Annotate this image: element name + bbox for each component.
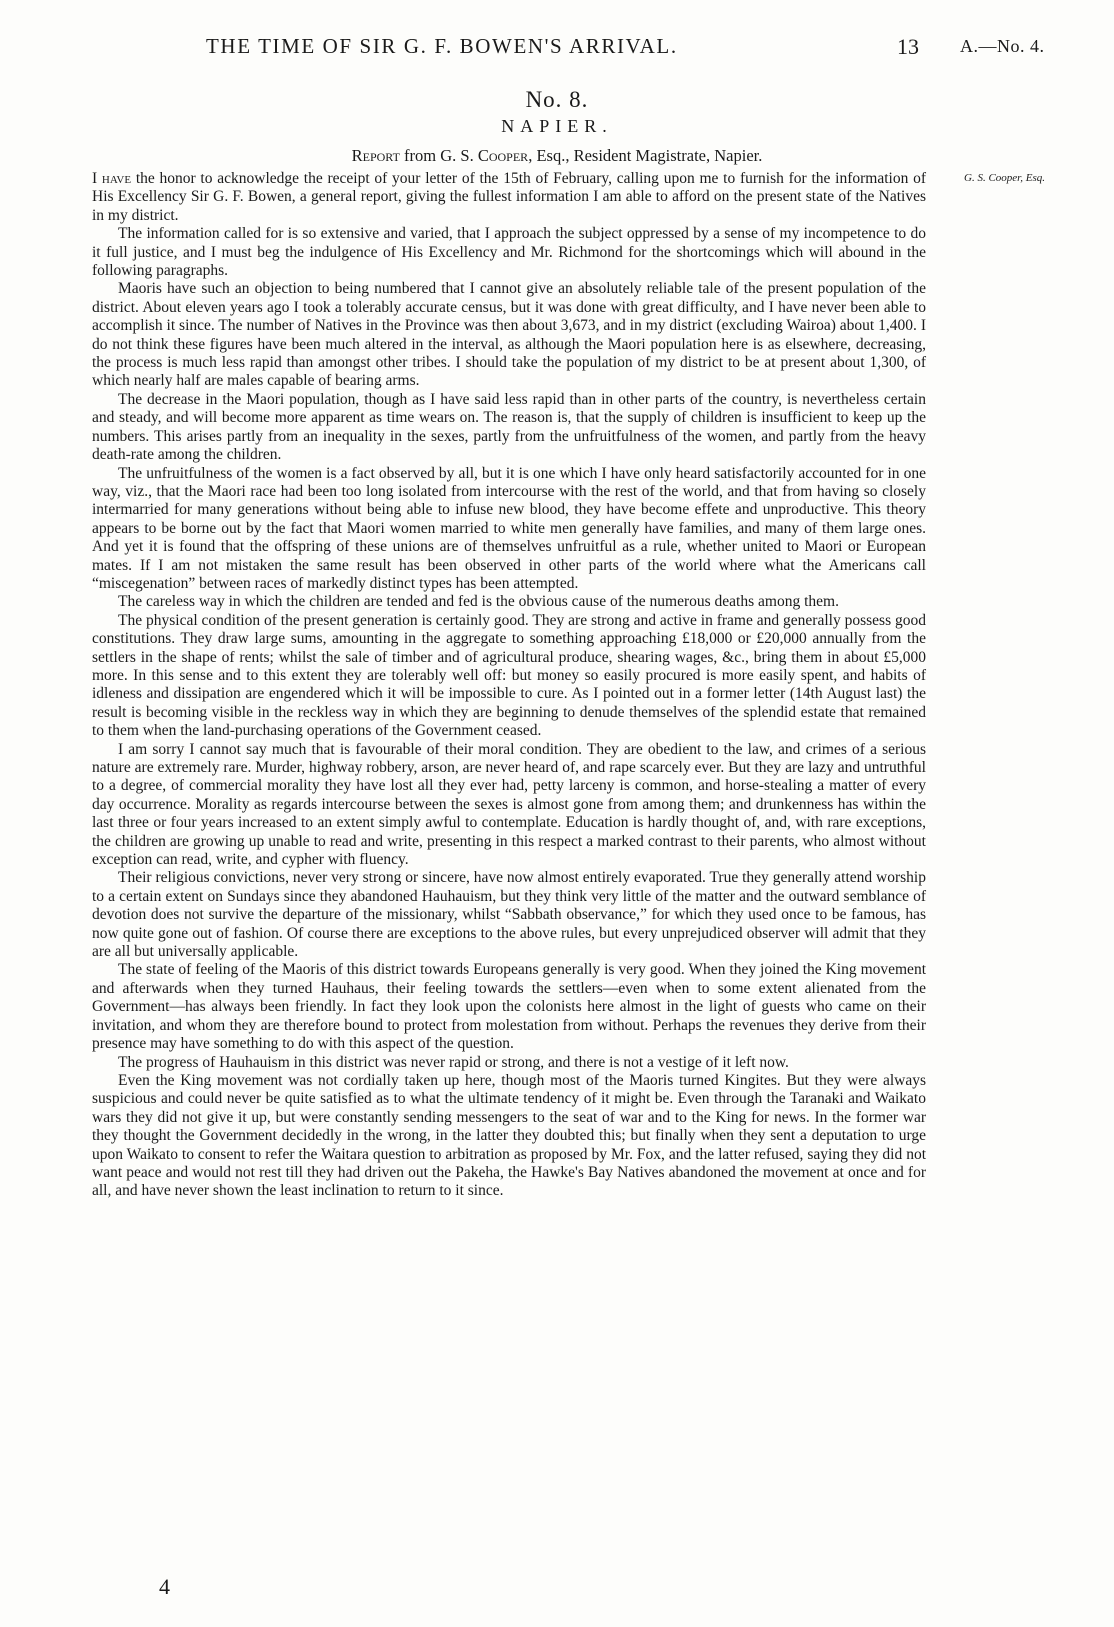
paragraph-11: The progress of Hauhauism in this district was never rapid or strong, and there is not a vestige of it left now. (118, 1053, 789, 1071)
document-number: No. 8. (525, 87, 589, 112)
paragraph-4: The decrease in the Maori population, though as I have said less rapid than in other parts of the country, is nevertheless certain and steady, and will become more apparent as time wears on. The reason is, that the supply of children is insufficient to keep up the numbers. This arises partly from an inequality in the sexes, partly from the unfruitfulness of the women, and partly from the heavy death-rate among the children. (92, 390, 926, 464)
report-suffix: , Esq., Resident Magistrate, Napier. (528, 146, 763, 165)
paragraph-3: Maoris have such an objection to being numbered that I cannot give an absolutely reliable tale of the present population of the district. About eleven years ago I took a tolerably accurate census, but it was done with great difficulty, and I have never been able to accomplish it since. The number of Natives in the Province was then about 3,673, and in my district (excluding Wairoa) about 1,400. I do not think these figures have been much altered in the interval, as although the Maori population here is as elsewhere, decreasing, the process is much less rapid than amongst other tribes. I should take the population of my district to be at present about 1,300, of which nearly half are males capable of bearing arms. (92, 280, 926, 390)
paragraph-7: The physical condition of the present generation is certainly good. They are strong and active in frame and generally possess good constitutions. They draw large sums, amounting in the aggregate to something approaching £18,000 or £20,000 annually from the settlers in the shape of rents; whilst the sale of timber and of agricultural produce, shearing wages, &c., bring them in about £5,000 more. In this sense and to this extent they are tolerably well off: but money so easily procured is more easily spent, and habits of idleness and dissipation are engendered which it will be impossible to cure. As I pointed out in a former letter (14th August last) the result is becoming visible in the reckless way in which they are beginning to denude themselves of the splendid estate that remained to them when the land-purchasing operations of the Government ceased. (92, 611, 926, 740)
document-reference: A.—No. 4. (960, 36, 1045, 56)
report-body (92, 170, 926, 1201)
paragraph-8: I am sorry I cannot say much that is favourable of their moral condition. They are obedient to the law, and crimes of a serious nature are extremely rare. Murder, highway robbery, arson, are never heard of, and rape scarcely ever. But they are lazy and untruthful to a degree, of commercial morality they have lost all they ever had, petty larceny is common, and horse-stealing a matter of every day occurrence. Morality as regards intercourse between the sexes is almost gone from among them; and drunkenness has within the last three or four years increased to an extent simply awful to contemplate. Education is hardly thought of, and, with rare exceptions, the children are growing up unable to read and write, presenting in this respect a marked contrast to their parents, who almost without exception can read, write, and cypher with fluency. (92, 740, 926, 869)
signature-mark: 4 (159, 1574, 170, 1599)
running-title: THE TIME OF SIR G. F. BOWEN'S ARRIVAL. (206, 34, 678, 58)
paragraph-6: The careless way in which the children are tended and fed is the obvious cause of the numerous deaths among them. (118, 593, 839, 611)
report-subheading (0, 146, 1114, 166)
paragraph-5: The unfruitfulness of the women is a fact observed by all, but it is one which I have only heard satisfactorily accounted for in one way, viz., that the Maori race had been too long isolated from intercourse with the rest of the world, and that from having so closely intermarried for many generations without being able to infuse new blood, they have become effete and unproductive. This theory appears to be borne out by the fact that Maori women married to white men generally have families, and many of them large ones. And yet it is found that the offspring of these unions are of themselves unfruitful as a rule, whether united to Maori or European mates. If I am not mistaken the same result has been observed in other parts of the world where what the Americans call “miscegenation” between races of markedly distinct types has been attempted. (92, 464, 926, 592)
place-heading: NAPIER. (501, 116, 613, 136)
paragraph-1 (92, 170, 926, 225)
running-header (0, 34, 1114, 64)
page-number: 13 (897, 34, 919, 59)
paragraph-2: The information called for is so extensive and varied, that I approach the subject oppressed by a sense of my incompetence to do it full justice, and I must beg the indulgence of His Excellency and Mr. Richmond for the shortcomings which will abound in the following paragraphs. (92, 225, 926, 280)
margin-note: G. S. Cooper, Esq. (964, 172, 1045, 184)
paragraph-12: Even the King movement was not cordially taken up here, though most of the Maoris turned Kingites. But they were always suspicious and could never be quite satisfied as to what the ultimate tendency of it might be. Even through the Taranaki and Waikato wars they did not give it up, but were constantly sending messengers to the seat of war and to the King for news. In the former war they thought the Government decidedly in the wrong, in the latter they doubted this; but finally when they sent a deputation to urge upon Waikato to consent to refer the Waitara question to arbitration as proposed by Mr. Fox, and the latter refused, saying they did not want peace and would not rest till they had driven out the Pakeha, the Hawke's Bay Natives abandoned the movement at once and for all, and have never shown the least inclination to return to it since. (92, 1071, 926, 1200)
report-prefix: Report (351, 146, 400, 165)
opening-word: I have (92, 170, 132, 187)
report-author: G. S. Cooper (440, 146, 529, 165)
paragraph-1-text: the honor to acknowledge the receipt of your letter of the 15th of February, calling upon me to furnish for the information of His Excellency Sir G. F. Bowen, a general report, giving the fullest information I am able to afford on the present state of the Natives in my district. (92, 170, 926, 224)
paragraph-9: Their religious convictions, never very strong or sincere, have now almost entirely evaporated. True they generally attend worship to a certain extent on Sundays since they abandoned Hauhauism, but they think very little of the matter and the outward semblance of devotion does not survive the departure of the missionary, whilst “Sabbath observance,” for which they used once to be famous, has now quite gone out of fashion. Of course there are exceptions to the above rules, but every unprejudiced observer will admit that they are all but universally applicable. (92, 869, 926, 961)
paragraph-10: The state of feeling of the Maoris of this district towards Europeans generally is very good. When they joined the King movement and afterwards when they turned Hauhaus, their feeling towards the settlers—even when to some extent alienated from the Government—has always been friendly. In fact they look upon the colonists here almost in the light of guests who came on their invitation, and whom they are therefore bound to protect from molestation from without. Perhaps the revenues they derive from their presence may have something to do with this aspect of the question. (92, 961, 926, 1053)
report-mid: from (399, 146, 441, 165)
